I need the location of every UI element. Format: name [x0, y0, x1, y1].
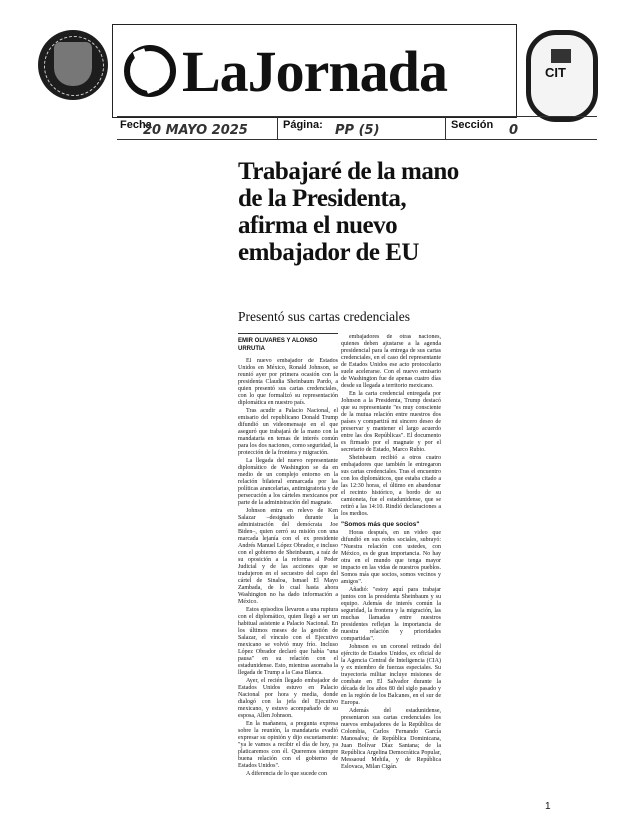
- paragraph: En la mañanera, a pregunta expresa sobre la reunión, la mandataria evadió expresar su opinión y dijo escuetamente: "ya le vamos a recibir el día de hoy, ya platicaremos con él. Queremos siempre buena relación con el gobierno de Estados Unidos".: [238, 721, 338, 769]
- page-number: 1: [545, 801, 551, 812]
- newspaper-name: LaJornada: [182, 38, 447, 104]
- clipping-info-row: [117, 116, 597, 140]
- cit-emblem-icon: [551, 49, 571, 63]
- seal-logo-left: [38, 30, 108, 100]
- article-column-1: [238, 358, 338, 818]
- seccion-value: 0: [509, 123, 519, 138]
- paragraph: Horas después, en un video que difundió en sus redes sociales, subrayó: "Nuestra relación con ustedes, con México, es de gran importancia. No hay otra en el mundo que tenga mayor impacto en las vidas de nuestros pueblos. Somos más que socios, somos vecinos y amigos".: [341, 530, 441, 585]
- paragraph: La llegada del nuevo representante diplomático de Washington se da en medio de un complejo entorno en la relación bilateral enmarcada por las políticas arancelarias, antimigratoria y de persecución a los cárteles mexicanos por parte de la administración del magnate.: [238, 458, 338, 506]
- section-heading: "Somos más que socios": [341, 521, 420, 528]
- seccion-label: Sección: [451, 119, 494, 131]
- byline-rule: [238, 333, 338, 334]
- paragraph: Ayer, el recién llegado embajador de Estados Unidos estuvo en Palacio Nacional por hora y media, donde dialogó con la jefa del Ejecutivo mexicano, y estuvo acompañado de su esposa, Allen Johnson.: [238, 678, 338, 719]
- cit-logo-right: [526, 30, 598, 122]
- masthead-emblem-icon: [124, 45, 176, 97]
- paragraph: En la carta credencial entregada por Johnson a la Presidenta, Trump destacó que su representante "es muy consciente de la mutua relación entre nuestros dos países y compartirá mi sincero deseo de preservar y mantener el largo acuerdo entre las dos Repúblicas". El documento es firmado por el magnate y por el secretario de Estado, Marco Rubio.: [341, 391, 441, 453]
- paragraph: A diferencia de lo que sucede con: [246, 771, 327, 777]
- fecha-label: Fecha: [120, 119, 152, 131]
- cit-logo-text: CIT: [545, 65, 566, 80]
- paragraph: Johnson es un coronel retirado del ejército de Estados Unidos, ex oficial de la Agencia Central de Inteligencia (CIA) y ex miembro de fuerzas especiales. Su trayectoria militar incluye misiones de combate en El Salvador durante la década de los años 80 del siglo pasado y en la región de los Balcanes, en el sur de Europa.: [341, 644, 441, 706]
- paragraph: Johnson entra en relevo de Ken Salazar –designado durante la administración del demócrata Joe Biden–, quien cerró su misión con una marcada lejanía con el ex presidente Andrés Manuel López Obrador, e incluso con el gobierno de Sheinbaum, a raíz de su oposición a la reforma al Poder Judicial y de las acciones que se tradujeron en el secuestro del capo del cártel de Sinaloa, Ismael El Mayo Zambada, de lo cual hasta ahora Washington no ha dado información a México.: [238, 508, 338, 605]
- paragraph: embajadores de otras naciones, quienes deben ajustarse a la agenda presidencial para la entrega de sus cartas credenciales, en el caso del representante de Estados Unidos ese acto protocolario suele acelerarse. Con el nuevo emisario de Washington fue de apenas cuatro días desde su llegada a territorio mexicano.: [341, 334, 441, 389]
- paragraph: El nuevo embajador de Estados Unidos en México, Ronald Johnson, se reunió ayer por primera ocasión con la presidenta Claudia Sheinbaum Pardo, a quien presentó sus cartas credenciales, con lo que formalizó su representación diplomática en nuestro país.: [238, 358, 338, 406]
- pagina-label: Página:: [283, 119, 323, 131]
- article-headline: Trabajaré de la mano de la Presidenta, afirma el nuevo embajador de EU: [238, 158, 459, 266]
- article-column-2: [341, 334, 441, 818]
- fecha-value: 20 MAYO 2025: [143, 123, 248, 138]
- paragraph: Además del estadunidense, presentaron sus cartas credenciales los nuevos embajadores de la República de Colombia, Carlos Fernando García Manosalva; de República Dominicana, Juan Bolívar Díaz Santana; de la República Argelina Democrática Popular, Messaoud Mehila, y de República Eslovaca, Milan Cigán.: [341, 708, 441, 770]
- shield-icon: [54, 42, 92, 86]
- info-divider: [277, 117, 278, 139]
- article-subhead: Presentó sus cartas credenciales: [238, 309, 411, 324]
- article-byline: EMIR OLIVARES Y ALONSO URRUTIA: [238, 338, 318, 352]
- pagina-value: PP (5): [335, 123, 380, 138]
- paragraph: Sheinbaum recibió a otros cuatro embajadores que también le entregaron sus cartas credenciales. Tras el encuentro con los diplomáticos, que estaba citado a las 12:30 horas, el último en abandonar el recinto histórico, a bordo de su camioneta, fue el estadunidense, que se retiró a las 14:10. Rindió declaraciones a los medios.: [341, 455, 441, 517]
- masthead: [120, 26, 510, 116]
- paragraph: Tras acudir a Palacio Nacional, el emisario del republicano Donald Trump difundió un videomensaje en el que aseguró que trabajará de la mano con la mandataria en temas de interés común para los dos naciones, como seguridad, la protección de la frontera y migración.: [238, 408, 338, 456]
- paragraph: Añadió: "estoy aquí para trabajar juntos con la presidenta Sheinbaum y su equipo. Además de interés común la seguridad, la frontera y la migración, las muchas llamadas entre nuestros presidentes reflejan la importancia de nuestra relación y prioridades compartidas".: [341, 587, 441, 642]
- info-divider: [445, 117, 446, 139]
- paragraph: Estos episodios llevaron a una ruptura con el diplomático, quien llegó a ser un habitual asistente a Palacio Nacional. En los últimos meses de la gestión de Salazar, el vínculo con el Ejecutivo mexicano se volvió muy frío. Incluso López Obrador declaró que había "una pausa" en su relación con el estadunidense. Esto, mientras asomaba la llegada de Trump a la Casa Blanca.: [238, 607, 338, 676]
